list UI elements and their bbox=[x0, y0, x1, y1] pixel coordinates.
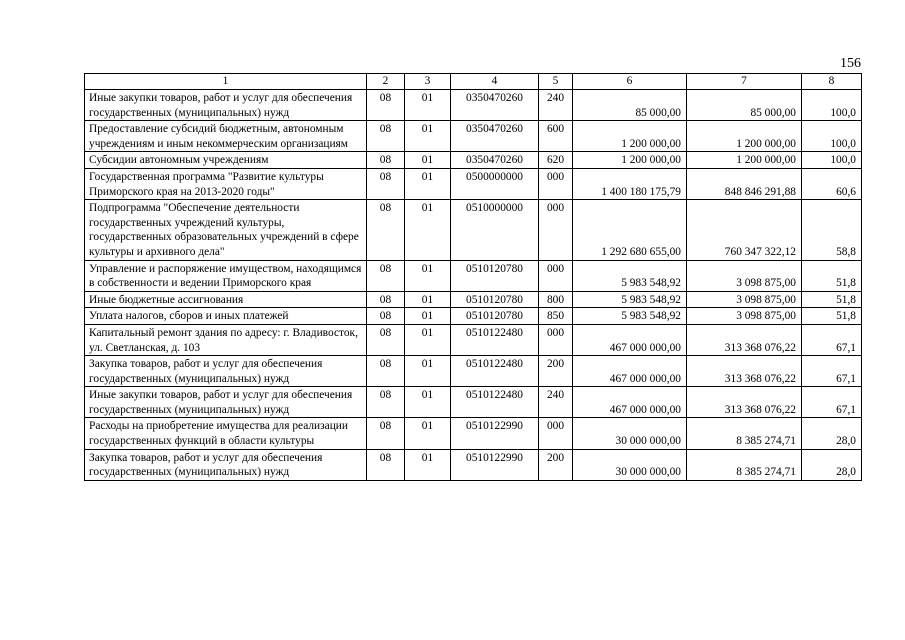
subsection-code: 01 bbox=[405, 200, 451, 260]
percent: 58,8 bbox=[802, 200, 862, 260]
percent: 28,0 bbox=[802, 418, 862, 449]
section-code: 08 bbox=[367, 90, 405, 121]
expense-type-code: 240 bbox=[539, 387, 573, 418]
planned-amount: 1 200 000,00 bbox=[573, 121, 687, 152]
percent: 51,8 bbox=[802, 291, 862, 308]
subsection-code: 01 bbox=[405, 324, 451, 355]
table-row bbox=[85, 308, 862, 325]
actual-amount: 1 200 000,00 bbox=[687, 121, 802, 152]
target-code: 0510000000 bbox=[451, 200, 539, 260]
subsection-code: 01 bbox=[405, 90, 451, 121]
target-code: 0350470260 bbox=[451, 152, 539, 169]
planned-amount: 467 000 000,00 bbox=[573, 387, 687, 418]
page-number: 156 bbox=[840, 56, 861, 71]
row-name: Предоставление субсидий бюджетным, автономным учреждениям и иным некоммерческим организациям bbox=[85, 121, 367, 152]
table-row bbox=[85, 168, 862, 199]
target-code: 0510122480 bbox=[451, 387, 539, 418]
percent: 100,0 bbox=[802, 152, 862, 169]
row-name: Иные закупки товаров, работ и услуг для обеспечения государственных (муниципальных) нужд bbox=[85, 387, 367, 418]
expense-type-code: 600 bbox=[539, 121, 573, 152]
expense-type-code: 200 bbox=[539, 449, 573, 480]
row-name: Капитальный ремонт здания по адресу: г. Владивосток, ул. Светланская, д. 103 bbox=[85, 324, 367, 355]
subsection-code: 01 bbox=[405, 449, 451, 480]
planned-amount: 30 000 000,00 bbox=[573, 449, 687, 480]
table-row bbox=[85, 200, 862, 260]
percent: 100,0 bbox=[802, 90, 862, 121]
target-code: 0510120780 bbox=[451, 291, 539, 308]
expense-type-code: 000 bbox=[539, 260, 573, 291]
planned-amount: 467 000 000,00 bbox=[573, 324, 687, 355]
target-code: 0510122990 bbox=[451, 449, 539, 480]
section-code: 08 bbox=[367, 324, 405, 355]
percent: 51,8 bbox=[802, 308, 862, 325]
percent: 100,0 bbox=[802, 121, 862, 152]
actual-amount: 8 385 274,71 bbox=[687, 418, 802, 449]
column-header-3: 3 bbox=[405, 74, 451, 90]
header-row bbox=[85, 74, 862, 90]
row-name: Расходы на приобретение имущества для реализации государственных функций в области культуры bbox=[85, 418, 367, 449]
section-code: 08 bbox=[367, 387, 405, 418]
actual-amount: 3 098 875,00 bbox=[687, 260, 802, 291]
percent: 28,0 bbox=[802, 449, 862, 480]
subsection-code: 01 bbox=[405, 291, 451, 308]
target-code: 0350470260 bbox=[451, 90, 539, 121]
row-name: Субсидии автономным учреждениям bbox=[85, 152, 367, 169]
planned-amount: 467 000 000,00 bbox=[573, 356, 687, 387]
percent: 60,6 bbox=[802, 168, 862, 199]
column-header-5: 5 bbox=[539, 74, 573, 90]
actual-amount: 313 368 076,22 bbox=[687, 324, 802, 355]
expense-type-code: 240 bbox=[539, 90, 573, 121]
planned-amount: 1 400 180 175,79 bbox=[573, 168, 687, 199]
target-code: 0500000000 bbox=[451, 168, 539, 199]
column-header-8: 8 bbox=[802, 74, 862, 90]
table-row bbox=[85, 449, 862, 480]
section-code: 08 bbox=[367, 260, 405, 291]
column-header-7: 7 bbox=[687, 74, 802, 90]
actual-amount: 313 368 076,22 bbox=[687, 356, 802, 387]
section-code: 08 bbox=[367, 168, 405, 199]
expense-type-code: 000 bbox=[539, 418, 573, 449]
row-name: Иные бюджетные ассигнования bbox=[85, 291, 367, 308]
actual-amount: 1 200 000,00 bbox=[687, 152, 802, 169]
percent: 67,1 bbox=[802, 387, 862, 418]
planned-amount: 5 983 548,92 bbox=[573, 260, 687, 291]
percent: 51,8 bbox=[802, 260, 862, 291]
row-name: Закупка товаров, работ и услуг для обеспечения государственных (муниципальных) нужд bbox=[85, 449, 367, 480]
table-row bbox=[85, 356, 862, 387]
section-code: 08 bbox=[367, 200, 405, 260]
target-code: 0510120780 bbox=[451, 308, 539, 325]
subsection-code: 01 bbox=[405, 308, 451, 325]
expense-type-code: 850 bbox=[539, 308, 573, 325]
subsection-code: 01 bbox=[405, 387, 451, 418]
row-name: Управление и распоряжение имуществом, находящимся в собственности и ведении Приморского края bbox=[85, 260, 367, 291]
column-header-4: 4 bbox=[451, 74, 539, 90]
subsection-code: 01 bbox=[405, 356, 451, 387]
percent: 67,1 bbox=[802, 324, 862, 355]
table-row bbox=[85, 291, 862, 308]
actual-amount: 85 000,00 bbox=[687, 90, 802, 121]
budget-table bbox=[84, 73, 862, 481]
planned-amount: 1 292 680 655,00 bbox=[573, 200, 687, 260]
row-name: Подпрограмма "Обеспечение деятельности государственных учреждений культуры, государственных образовательных учреждений в сфере культуры и архивного дела" bbox=[85, 200, 367, 260]
subsection-code: 01 bbox=[405, 260, 451, 291]
planned-amount: 30 000 000,00 bbox=[573, 418, 687, 449]
expense-type-code: 620 bbox=[539, 152, 573, 169]
section-code: 08 bbox=[367, 449, 405, 480]
expense-type-code: 000 bbox=[539, 168, 573, 199]
subsection-code: 01 bbox=[405, 418, 451, 449]
section-code: 08 bbox=[367, 291, 405, 308]
section-code: 08 bbox=[367, 356, 405, 387]
target-code: 0350470260 bbox=[451, 121, 539, 152]
table-row bbox=[85, 387, 862, 418]
planned-amount: 5 983 548,92 bbox=[573, 308, 687, 325]
table-row bbox=[85, 260, 862, 291]
column-header-2: 2 bbox=[367, 74, 405, 90]
planned-amount: 1 200 000,00 bbox=[573, 152, 687, 169]
table-row bbox=[85, 324, 862, 355]
expense-type-code: 000 bbox=[539, 200, 573, 260]
actual-amount: 313 368 076,22 bbox=[687, 387, 802, 418]
actual-amount: 3 098 875,00 bbox=[687, 291, 802, 308]
subsection-code: 01 bbox=[405, 152, 451, 169]
expense-type-code: 200 bbox=[539, 356, 573, 387]
actual-amount: 760 347 322,12 bbox=[687, 200, 802, 260]
planned-amount: 5 983 548,92 bbox=[573, 291, 687, 308]
actual-amount: 848 846 291,88 bbox=[687, 168, 802, 199]
subsection-code: 01 bbox=[405, 168, 451, 199]
actual-amount: 8 385 274,71 bbox=[687, 449, 802, 480]
target-code: 0510122990 bbox=[451, 418, 539, 449]
section-code: 08 bbox=[367, 418, 405, 449]
subsection-code: 01 bbox=[405, 121, 451, 152]
column-header-1: 1 bbox=[85, 74, 367, 90]
table-row bbox=[85, 152, 862, 169]
actual-amount: 3 098 875,00 bbox=[687, 308, 802, 325]
expense-type-code: 800 bbox=[539, 291, 573, 308]
table-row bbox=[85, 90, 862, 121]
row-name: Иные закупки товаров, работ и услуг для обеспечения государственных (муниципальных) нужд bbox=[85, 90, 367, 121]
section-code: 08 bbox=[367, 121, 405, 152]
row-name: Уплата налогов, сборов и иных платежей bbox=[85, 308, 367, 325]
row-name: Государственная программа "Развитие культуры Приморского края на 2013-2020 годы" bbox=[85, 168, 367, 199]
target-code: 0510120780 bbox=[451, 260, 539, 291]
expense-type-code: 000 bbox=[539, 324, 573, 355]
table-row bbox=[85, 418, 862, 449]
section-code: 08 bbox=[367, 152, 405, 169]
target-code: 0510122480 bbox=[451, 324, 539, 355]
row-name: Закупка товаров, работ и услуг для обеспечения государственных (муниципальных) нужд bbox=[85, 356, 367, 387]
percent: 67,1 bbox=[802, 356, 862, 387]
section-code: 08 bbox=[367, 308, 405, 325]
column-header-6: 6 bbox=[573, 74, 687, 90]
planned-amount: 85 000,00 bbox=[573, 90, 687, 121]
table-row bbox=[85, 121, 862, 152]
target-code: 0510122480 bbox=[451, 356, 539, 387]
